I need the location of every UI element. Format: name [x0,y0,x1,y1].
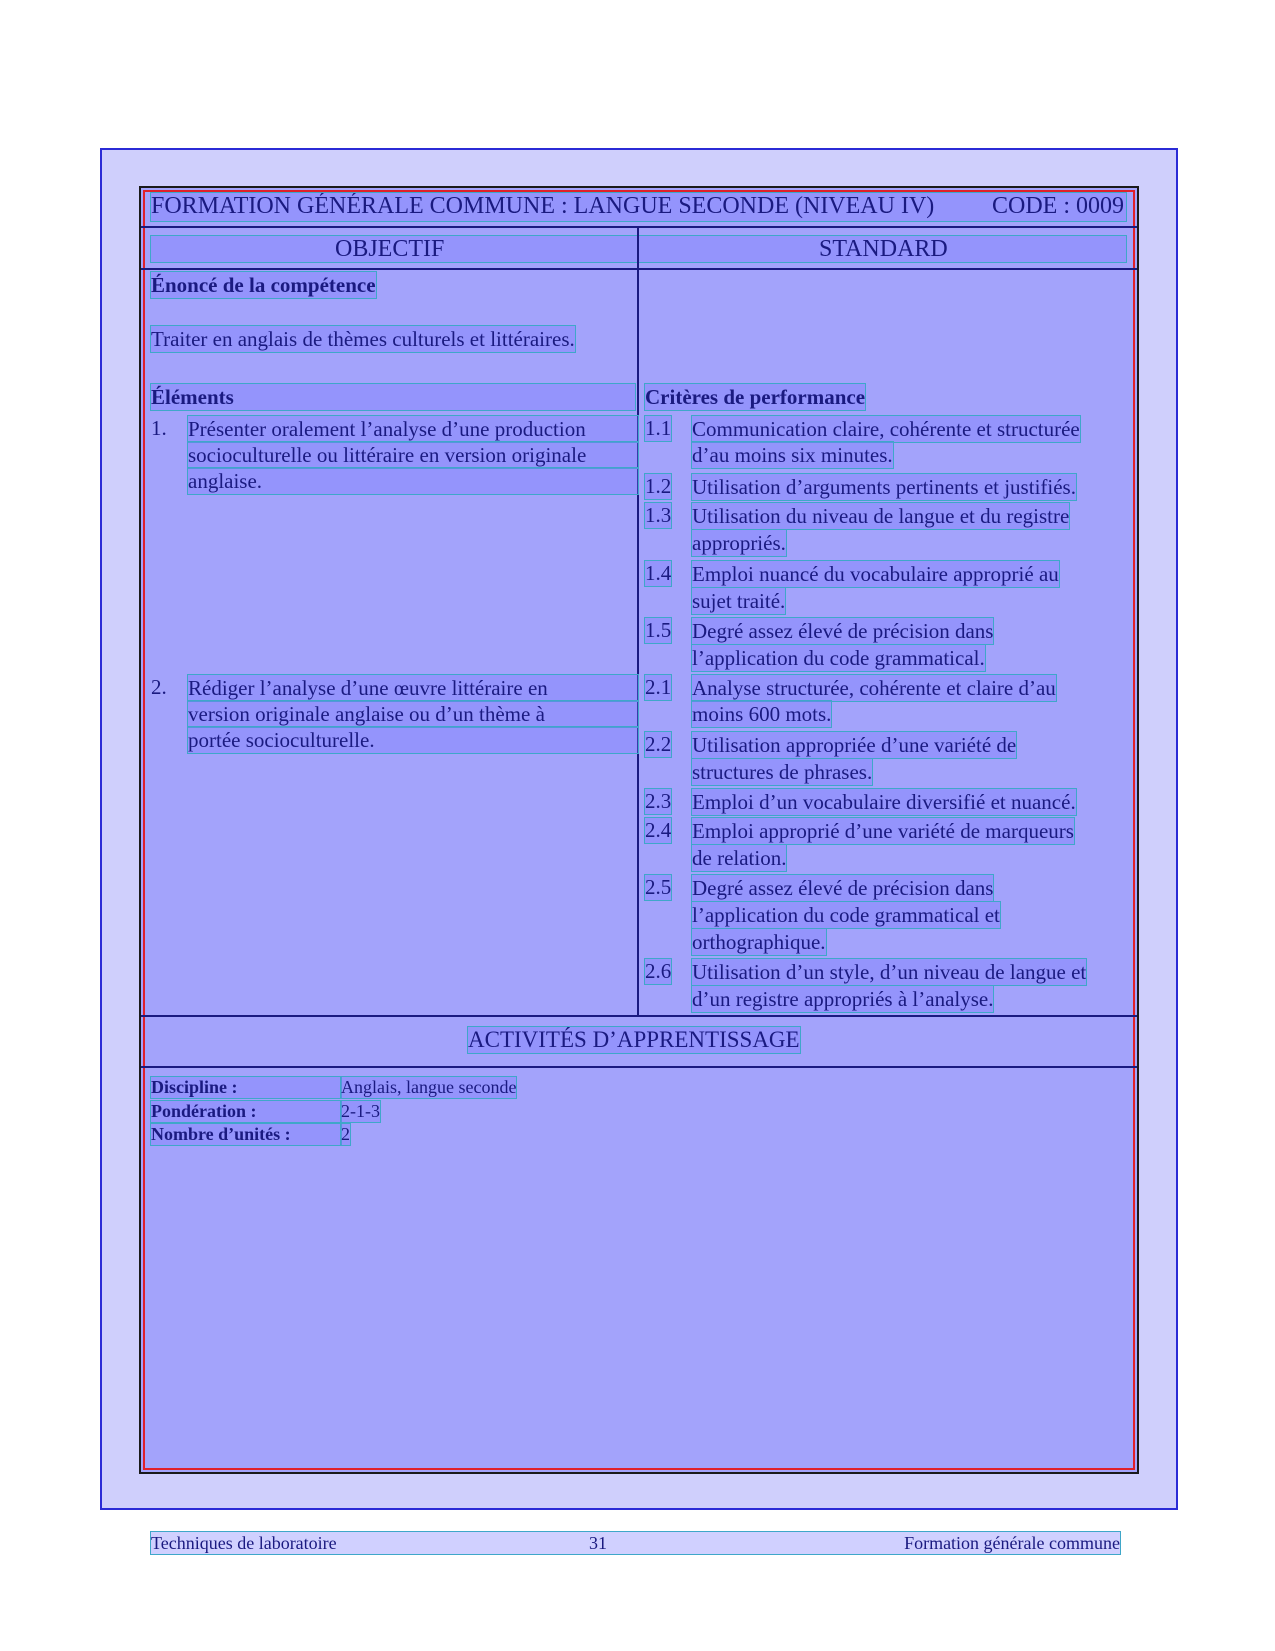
element-number: 2. [151,675,167,699]
criterion-number: 1.5 [645,618,672,642]
form-title: FORMATION GÉNÉRALE COMMUNE : LANGUE SECONDE (NIVEAU IV) [151,193,935,219]
elements-heading: Éléments [151,384,635,410]
divider [141,268,1137,270]
criterion-line: d’au moins six minutes. [692,443,893,467]
competence-heading: Énoncé de la compétence [151,273,376,297]
criterion-line: structures de phrases. [692,760,873,784]
divider [141,1066,1137,1068]
element-line: portée socioculturelle. [188,727,638,753]
criterion-line: Analyse structurée, cohérente et claire d’au [692,676,1056,700]
column-divider [637,226,639,1015]
page-number: 31 [589,1533,607,1553]
criterion-number: 2.6 [645,959,672,983]
criterion-line: Communication claire, cohérente et structurée [692,417,1080,441]
criterion-number: 2.2 [645,732,672,756]
form-code: CODE : 0009 [992,193,1124,219]
criterion-number: 1.4 [645,561,672,585]
discipline-label: Discipline : [151,1077,341,1098]
criterion-line: Utilisation d’un style, d’un niveau de langue et [692,960,1087,984]
criterion-number: 1.2 [645,474,672,498]
criterion-line: Degré assez élevé de précision dans [692,619,994,643]
ponderation-value: 2-1-3 [341,1101,380,1121]
criterion-line: Utilisation appropriée d’une variété de [692,733,1017,757]
criterion-line: moins 600 mots. [692,702,832,726]
element-line: version originale anglaise ou d’un thème à [188,701,638,727]
discipline-value: Anglais, langue seconde [341,1077,517,1097]
element-line: Présenter oralement l’analyse d’une production [188,416,638,442]
form-title-row [151,193,1126,221]
criterion-number: 2.1 [645,675,672,699]
criterion-line: Emploi nuancé du vocabulaire approprié au [692,562,1059,586]
criteria-heading: Critères de performance [645,385,866,409]
element-line: anglaise. [188,468,638,494]
element-number: 1. [151,416,167,440]
criterion-line: de relation. [692,846,787,870]
standard-header: STANDARD [819,236,948,262]
criterion-number: 1.3 [645,503,672,527]
criterion-number: 1.1 [645,416,672,440]
element-line: socioculturelle ou littéraire en version originale [188,442,638,468]
ponderation-label: Pondération : [151,1101,341,1122]
criterion-line: d’un registre appropriés à l’analyse. [692,987,994,1011]
criterion-number: 2.5 [645,875,672,899]
activities-heading: ACTIVITÉS D’APPRENTISSAGE [468,1027,800,1052]
footer-section: Formation générale commune [904,1533,1120,1553]
unites-label: Nombre d’unités : [151,1124,341,1145]
criterion-line: l’application du code grammatical et [692,903,1000,927]
criterion-line: appropriés. [692,531,786,555]
criterion-line: Utilisation du niveau de langue et du registre [692,504,1070,528]
criterion-number: 2.3 [645,789,672,813]
objectif-header: OBJECTIF [335,236,445,262]
criterion-line: Degré assez élevé de précision dans [692,876,994,900]
unites-value: 2 [341,1124,350,1144]
criterion-line: Emploi d’un vocabulaire diversifié et nuancé. [692,790,1076,814]
page-footer [151,1532,1120,1554]
competence-text: Traiter en anglais de thèmes culturels et littéraires. [151,327,575,351]
criterion-line: Emploi approprié d’une variété de marqueurs [692,819,1074,843]
criterion-line: orthographique. [692,930,826,954]
criterion-line: l’application du code grammatical. [692,646,985,670]
criterion-line: sujet traité. [692,589,786,613]
divider [141,1015,1137,1017]
divider [141,226,1137,228]
criterion-line: Utilisation d’arguments pertinents et justifiés. [692,475,1076,499]
criterion-number: 2.4 [645,818,672,842]
footer-program: Techniques de laboratoire [151,1533,337,1553]
element-line: Rédiger l’analyse d’une œuvre littéraire en [188,675,638,701]
